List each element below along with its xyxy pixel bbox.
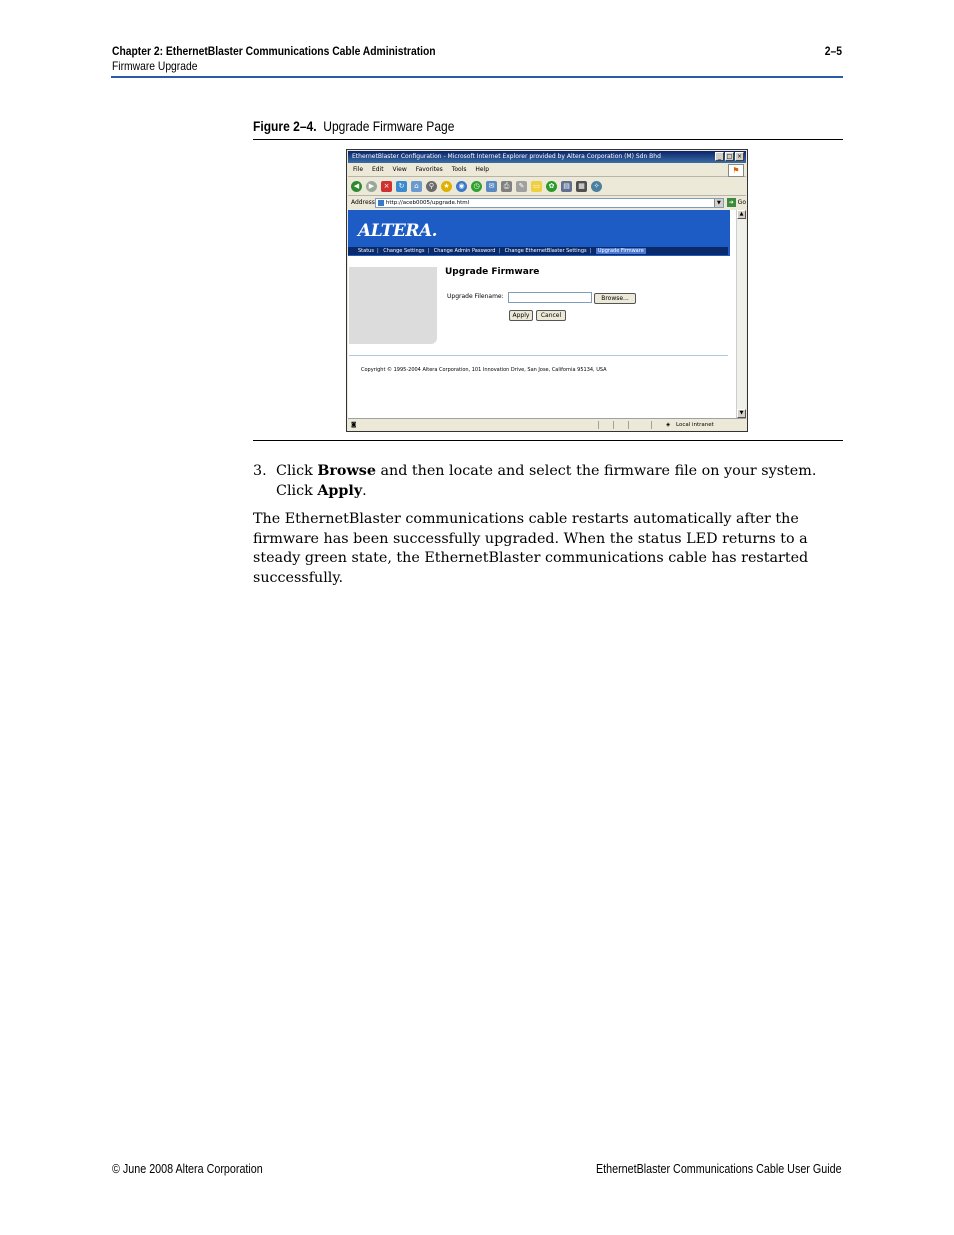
minimize-icon[interactable]: _ [715, 152, 724, 161]
print-icon[interactable]: ⎙ [501, 181, 512, 192]
go-arrow-icon[interactable]: ➜ [728, 199, 734, 206]
step-text-part: Click [276, 463, 318, 479]
search-icon[interactable]: ⚲ [426, 181, 437, 192]
figure-bottom-rule [253, 440, 843, 441]
favorites-icon[interactable]: ★ [441, 181, 452, 192]
nav-upgrade-firmware[interactable]: Upgrade Firmware [597, 248, 644, 254]
menu-tools[interactable]: Tools [451, 166, 467, 173]
media-icon[interactable]: ◉ [456, 181, 467, 192]
step-text-part: . [362, 483, 367, 499]
nav-change-ethernetblaster-settings[interactable]: Change EthernetBlaster Settings [504, 248, 587, 254]
status-divider [598, 421, 599, 429]
step-3 [253, 461, 843, 501]
mail-icon[interactable]: ✉ [486, 181, 497, 192]
browser-title: EthernetBlaster Configuration - Microsoft Internet Explorer provided by Altera Corporation (M) Sdn Bhd [352, 153, 661, 160]
figure-top-rule [253, 139, 843, 140]
webpage-copyright: Copyright © 1995-2004 Altera Corporation, 101 Innovation Drive, San Jose, California 95134, USA [361, 367, 607, 373]
browser-window-screenshot [346, 149, 748, 432]
cancel-button[interactable]: Cancel [536, 310, 566, 321]
browser-menubar [348, 164, 746, 177]
altera-banner [348, 210, 730, 256]
webpage-nav: Status | Change Settings | Change Admin Password | Change EthernetBlaster Settings | Upgrade Firmware [348, 247, 728, 255]
nav-change-admin-password[interactable]: Change Admin Password [433, 248, 496, 254]
step-text-part: and then locate and select the firmware file on your system. Click [276, 463, 817, 499]
page-done-icon: ◙ [351, 422, 357, 428]
nav-change-settings[interactable]: Change Settings [383, 248, 425, 254]
figure-label: Figure 2–4. [253, 118, 317, 134]
nav-status[interactable]: Status [358, 248, 374, 254]
menu-file[interactable]: File [353, 166, 364, 173]
menu-edit[interactable]: Edit [371, 166, 384, 173]
section-title: Firmware Upgrade [112, 59, 198, 73]
filename-label: Upgrade Filename: [447, 293, 504, 300]
menu-view[interactable]: View [392, 166, 407, 173]
footer-left: © June 2008 Altera Corporation [112, 1162, 263, 1176]
step-text [276, 461, 843, 501]
apply-term: Apply [317, 483, 363, 499]
research-icon[interactable]: ▤ [561, 181, 572, 192]
sidebar-panel [349, 267, 437, 344]
maximize-icon[interactable]: □ [726, 153, 733, 160]
step-number: 3. [253, 463, 267, 479]
browser-statusbar [348, 418, 746, 431]
altera-logo: ALTERA. [358, 221, 438, 241]
chapter-title: Chapter 2: EthernetBlaster Communications Cable Administration [112, 44, 436, 58]
address-label: Address [351, 199, 375, 206]
messenger-icon[interactable]: ✿ [546, 181, 557, 192]
browse-term: Browse [317, 463, 376, 479]
figure-caption [253, 118, 454, 134]
menu-help[interactable]: Help [475, 166, 490, 173]
apply-button[interactable]: Apply [509, 310, 533, 321]
status-divider [628, 421, 629, 429]
upgrade-firmware-heading: Upgrade Firmware [445, 267, 540, 277]
tools-icon[interactable]: ▦ [576, 181, 587, 192]
footer-right: EthernetBlaster Communications Cable User Guide [596, 1162, 842, 1176]
address-input[interactable] [375, 198, 724, 208]
discuss-icon[interactable]: ▭ [531, 181, 542, 192]
vertical-scrollbar[interactable] [736, 210, 746, 418]
browser-titlebar [348, 151, 746, 163]
close-icon[interactable]: × [736, 153, 743, 160]
home-icon[interactable]: ⌂ [411, 181, 422, 192]
page-number: 2–5 [824, 44, 842, 58]
browser-toolbar [348, 177, 746, 196]
intranet-icon: ◈ [666, 422, 671, 428]
webpage-content [348, 210, 736, 418]
header-divider [111, 76, 843, 78]
scroll-up-icon[interactable]: ▲ [737, 210, 746, 219]
back-icon[interactable]: ◀ [351, 181, 362, 192]
browse-button[interactable]: Browse... [594, 293, 636, 304]
status-divider [651, 421, 652, 429]
extra-icon[interactable]: ✧ [591, 181, 602, 192]
stop-icon[interactable]: × [381, 181, 392, 192]
status-divider [613, 421, 614, 429]
address-value: http://aceb0005/upgrade.html [385, 199, 470, 206]
filename-input[interactable] [508, 292, 592, 303]
content-divider [349, 355, 728, 356]
edit-icon[interactable]: ✎ [516, 181, 527, 192]
refresh-icon[interactable]: ↻ [396, 181, 407, 192]
body-paragraph: The EthernetBlaster communications cable restarts automatically after the firmware has been successfully upgraded. When the status LED returns to a steady green state, the EthernetBlaster communications cable has restarted successfully. [253, 511, 809, 586]
address-bar [348, 196, 746, 209]
chevron-down-icon[interactable]: ▼ [714, 199, 723, 207]
figure-title: Upgrade Firmware Page [323, 118, 455, 134]
forward-icon[interactable]: ▶ [366, 181, 377, 192]
history-icon[interactable]: ◷ [471, 181, 482, 192]
scroll-down-icon[interactable]: ▼ [737, 409, 746, 418]
windows-logo-icon: ⚑ [728, 164, 744, 177]
menu-favorites[interactable]: Favorites [415, 166, 443, 173]
go-button[interactable]: Go [737, 199, 746, 206]
status-zone: Local intranet [676, 422, 714, 428]
